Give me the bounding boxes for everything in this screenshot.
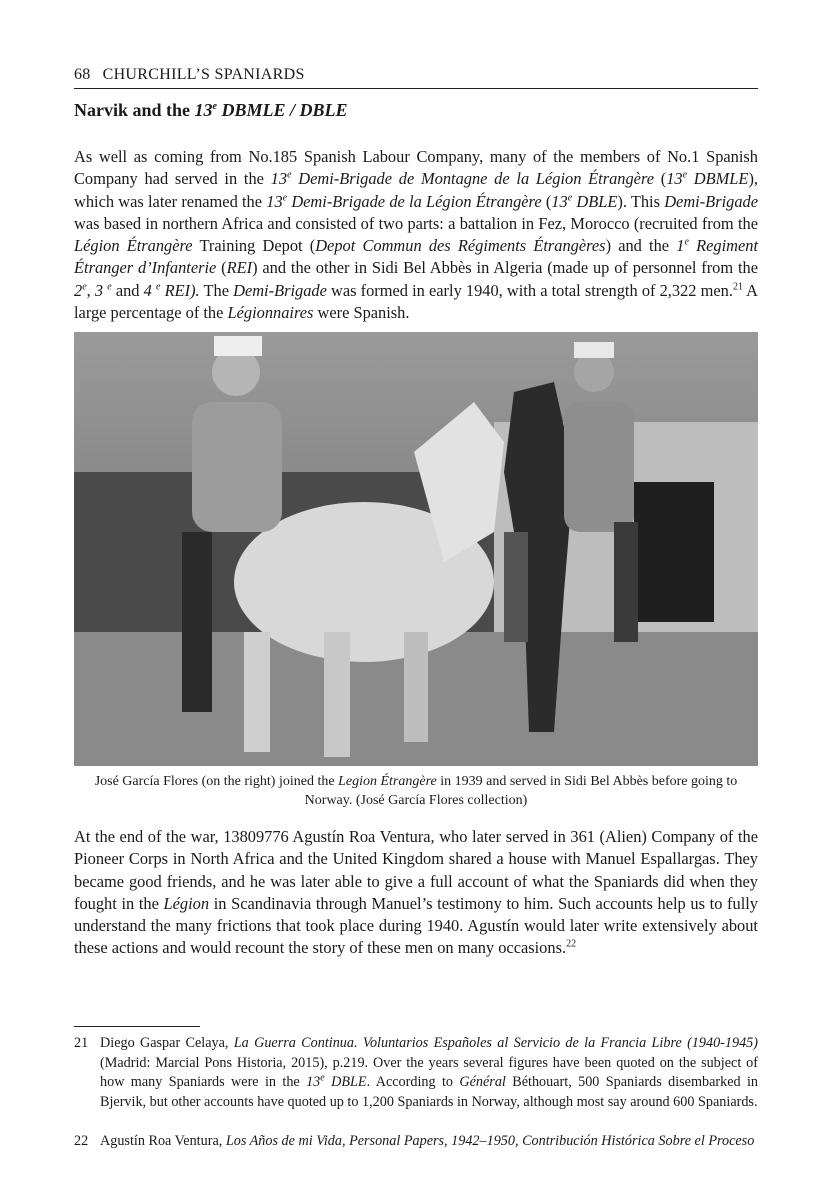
italic-text: Demi-Brigade de Montagne de la Légion Étrangère [291,169,655,189]
text-run: ( [541,191,552,211]
footnote-text [100,1034,758,1112]
superscript: e [82,281,87,293]
italic-text: Legion Étrangère [338,774,437,789]
text-run: ( [654,169,667,189]
text-run: A large percentage of the [74,280,759,323]
text-run: in 1939 and served in Sidi Bel Abbès before going to Norway. (José García Flores collection) [304,774,738,808]
footnote-divider [74,1026,200,1027]
italic-text: 13 [306,1074,321,1090]
text-run: . According to [366,1074,460,1090]
italic-text: DBMLE [687,169,749,189]
paragraph [74,146,758,324]
running-title: CHURCHILL’S SPANIARDS [102,66,305,83]
text-run: ( [216,258,227,278]
superscript: e [567,192,573,204]
italic-text: Général [459,1074,506,1090]
text-run: ). This [617,191,665,211]
italic-text: 4 [143,280,156,300]
text-run: was formed in early 1940, with a total strength of 2,322 men. [326,280,733,300]
text-run: ) and the [605,236,677,256]
text-run: Agustín Roa Ventura, [100,1133,226,1149]
footnote-number: 22 [74,1133,89,1149]
text-run: Narvik and the [74,100,195,120]
text-run: Training Depot ( [192,236,316,256]
text-run: and [111,280,144,300]
text-run: , [86,280,95,300]
italic-text: REI [226,258,253,278]
italic-text: Los Años de mi Vida, Personal Papers, 1942–1950, Contribución Histórica Sobre el Proceso [225,1133,755,1149]
text-run: As well as coming from No.185 Spanish Labour Company, many of the members of No.1 Spanish Company had served in the [74,147,758,189]
superscript: e [212,101,217,112]
text-run: At the end of the war, 13809776 Agustín Roa Ventura, who later served in 361 (Alien) Company of the Pioneer Corps in North Africa and the United Kingdom shared a house with Manuel Espallargas. They became good friends, and he was later able to give a full account of what the Spaniards did when they fought in the [74,827,758,913]
italic-text: Regiment Étranger d’Infanterie [74,236,759,278]
italic-text: 13 [666,169,683,189]
footnote-text [100,1132,758,1152]
italic-text: 13 [551,191,568,211]
text-run: Béthouart, 500 Spaniards disembarked in Bjervik, but other accounts have quoted up to 1,200 Spaniards in Norway, although most say around 600 Spaniards. [100,1074,758,1110]
italic-text: Depot Commun des Régiments Étrangères [315,236,606,256]
superscript: e [282,192,288,204]
text-run: in Scandinavia through Manuel’s testimony to him. Such accounts help us to fully understand the many frictions that took place during 1940. Agustín would later write extensively about these actions and would recount the story of these men on many occasions. [74,893,758,958]
footnote-22 [74,1132,758,1152]
superscript: e [320,1072,325,1084]
italic-text: 13 [266,191,283,211]
superscript: e [684,236,689,248]
text-run: José García Flores (on the right) joined the [94,774,339,789]
italic-text: 2 [74,280,83,300]
superscript: e [287,169,292,181]
superscript: e [107,281,112,293]
footnote-21 [74,1034,758,1112]
superscript: e [156,281,161,293]
text-run: ), which was later renamed the [74,169,758,211]
italic-text: 13 [270,169,288,189]
text-run: The [199,280,234,300]
italic-text: Légion Étrangère [74,236,193,256]
italic-text: DBMLE / DBLE [216,100,348,120]
italic-text: DBLE [324,1074,367,1090]
italic-text: DBLE [572,191,618,211]
italic-text: Légionnaires [227,303,314,323]
section-title [74,100,348,121]
text-run: (Madrid: Marcial Pons Historia, 2015), p.219. Over the years several figures have been quoted on the subject of how many Spaniards were in the [100,1054,758,1090]
italic-text: Demi-Brigade [233,280,327,300]
footnote-number: 21 [74,1035,89,1051]
italic-text: Demi-Brigade [664,191,758,211]
running-header [74,66,758,89]
historical-photo [74,332,758,766]
italic-text: La Guerra Continua. Voluntarios Españoles al Servicio de la Francia Libre (1940-1945) [233,1035,758,1051]
superscript: 21 [732,281,743,293]
photo-caption [74,772,758,810]
photo-two-horsemen [74,332,758,766]
superscript: 22 [566,939,577,951]
text-run: were Spanish. [313,303,410,323]
text-run: Diego Gaspar Celaya, [100,1035,234,1051]
italic-text: 3 [94,280,108,300]
paragraph [74,826,758,960]
italic-text: Légion [163,893,210,913]
italic-text: Demi-Brigade de la Légion Étrangère [287,191,542,211]
superscript: e [682,169,688,181]
text-run: was based in northern Africa and consisted of two parts: a battalion in Fez, Morocco (recruited from the [74,213,758,233]
text-run: ) and the other in Sidi Bel Abbès in Algeria (made up of personnel from the [252,258,758,278]
italic-text: 1 [676,236,685,256]
italic-text: REI). [160,280,200,300]
page-number: 68 [74,66,91,83]
italic-text: 13 [194,100,213,120]
